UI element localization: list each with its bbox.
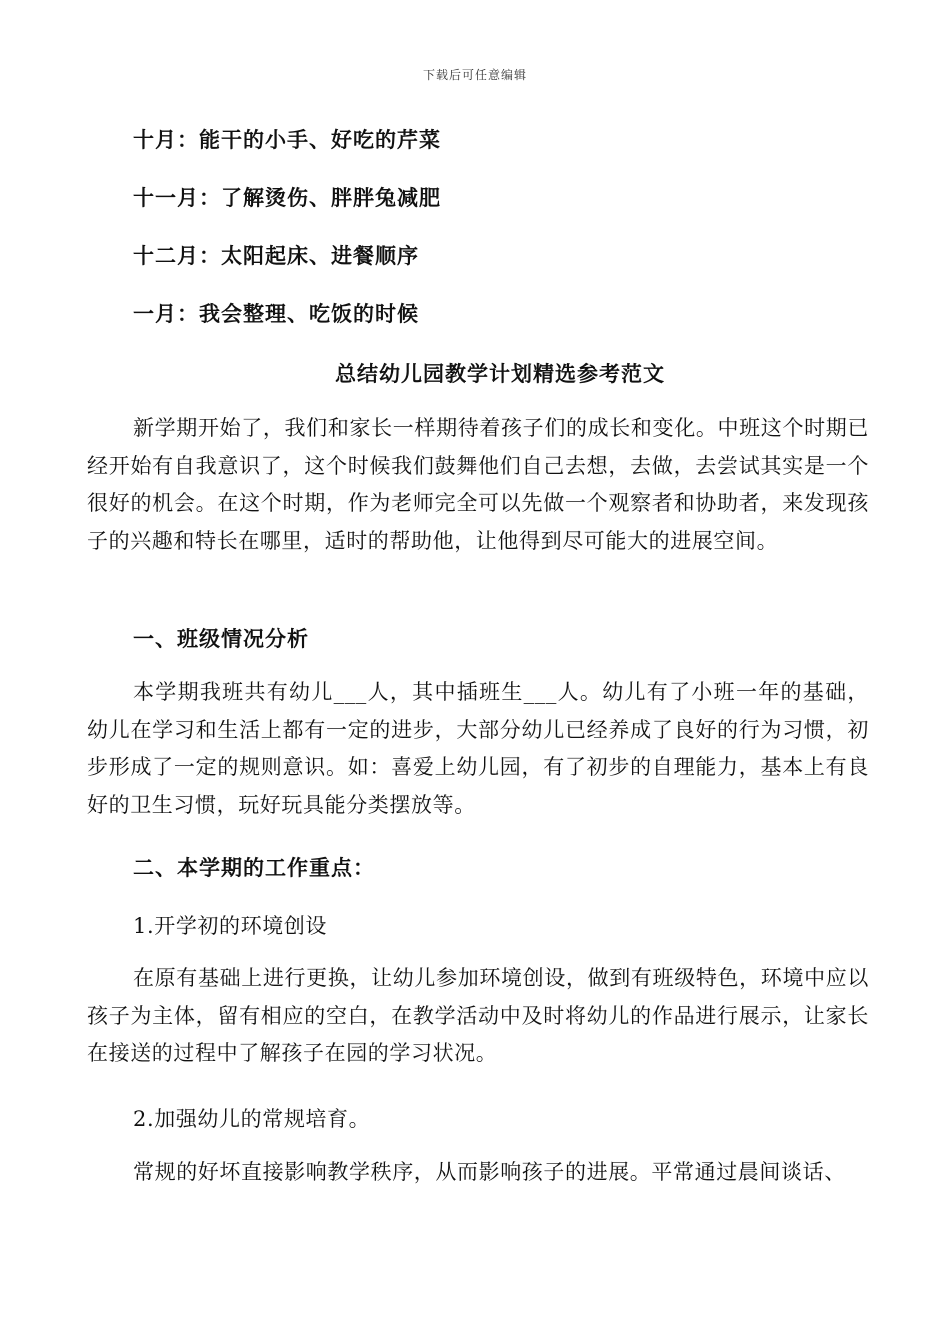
work-item-1-label: 1.开学初的环境创设: [133, 914, 328, 938]
month-plan-december: 十二月：太阳起床、进餐顺序: [133, 243, 419, 268]
section-heading-class-analysis: 一、班级情况分析: [133, 626, 309, 651]
section-heading-work-focus: 二、本学期的工作重点：: [133, 855, 375, 880]
class-analysis-paragraph: 本学期我班共有幼儿___人，其中插班生___人。幼儿有了小班一年的基础，幼儿在学习和生活上都有一定的进步，大部分幼儿已经养成了良好的行为习惯，初步形成了一定的规则意识。如：喜爱上幼儿园，有了初步的自理能力，基本上有良好的卫生习惯，玩好玩具能分类摆放等。: [87, 680, 869, 817]
intro-paragraph: 新学期开始了，我们和家长一样期待着孩子们的成长和变化。中班这个时期已经开始有自我意识了，这个时候我们鼓舞他们自己去想，去做，去尝试其实是一个很好的机会。在这个时期，作为老师完全可以先做一个观察者和协助者，来发现孩子的兴趣和特长在哪里，适时的帮助他，让他得到尽可能大的进展空间。: [87, 416, 869, 553]
page-header-note: 下载后可任意编辑: [422, 68, 527, 82]
work-item-2-label: 2.加强幼儿的常规培育。: [133, 1107, 371, 1131]
month-plan-november: 十一月：了解烫伤、胖胖兔减肥: [133, 185, 441, 210]
work-item-1-paragraph: 在原有基础上进行更换，让幼儿参加环境创设，做到有班级特色，环境中应以孩子为主体，留有相应的空白，在教学活动中及时将幼儿的作品进行展示，让家长在接送的过程中了解孩子在园的学习状况。: [87, 966, 869, 1065]
work-item-2-paragraph: 常规的好坏直接影响教学秩序，从而影响孩子的进展。平常通过晨间谈话、: [133, 1160, 846, 1184]
document-title: 总结幼儿园教学计划精选参考范文: [335, 361, 665, 386]
month-plan-january: 一月：我会整理、吃饭的时候: [133, 301, 419, 326]
month-plan-october: 十月：能干的小手、好吃的芹菜: [133, 127, 441, 152]
